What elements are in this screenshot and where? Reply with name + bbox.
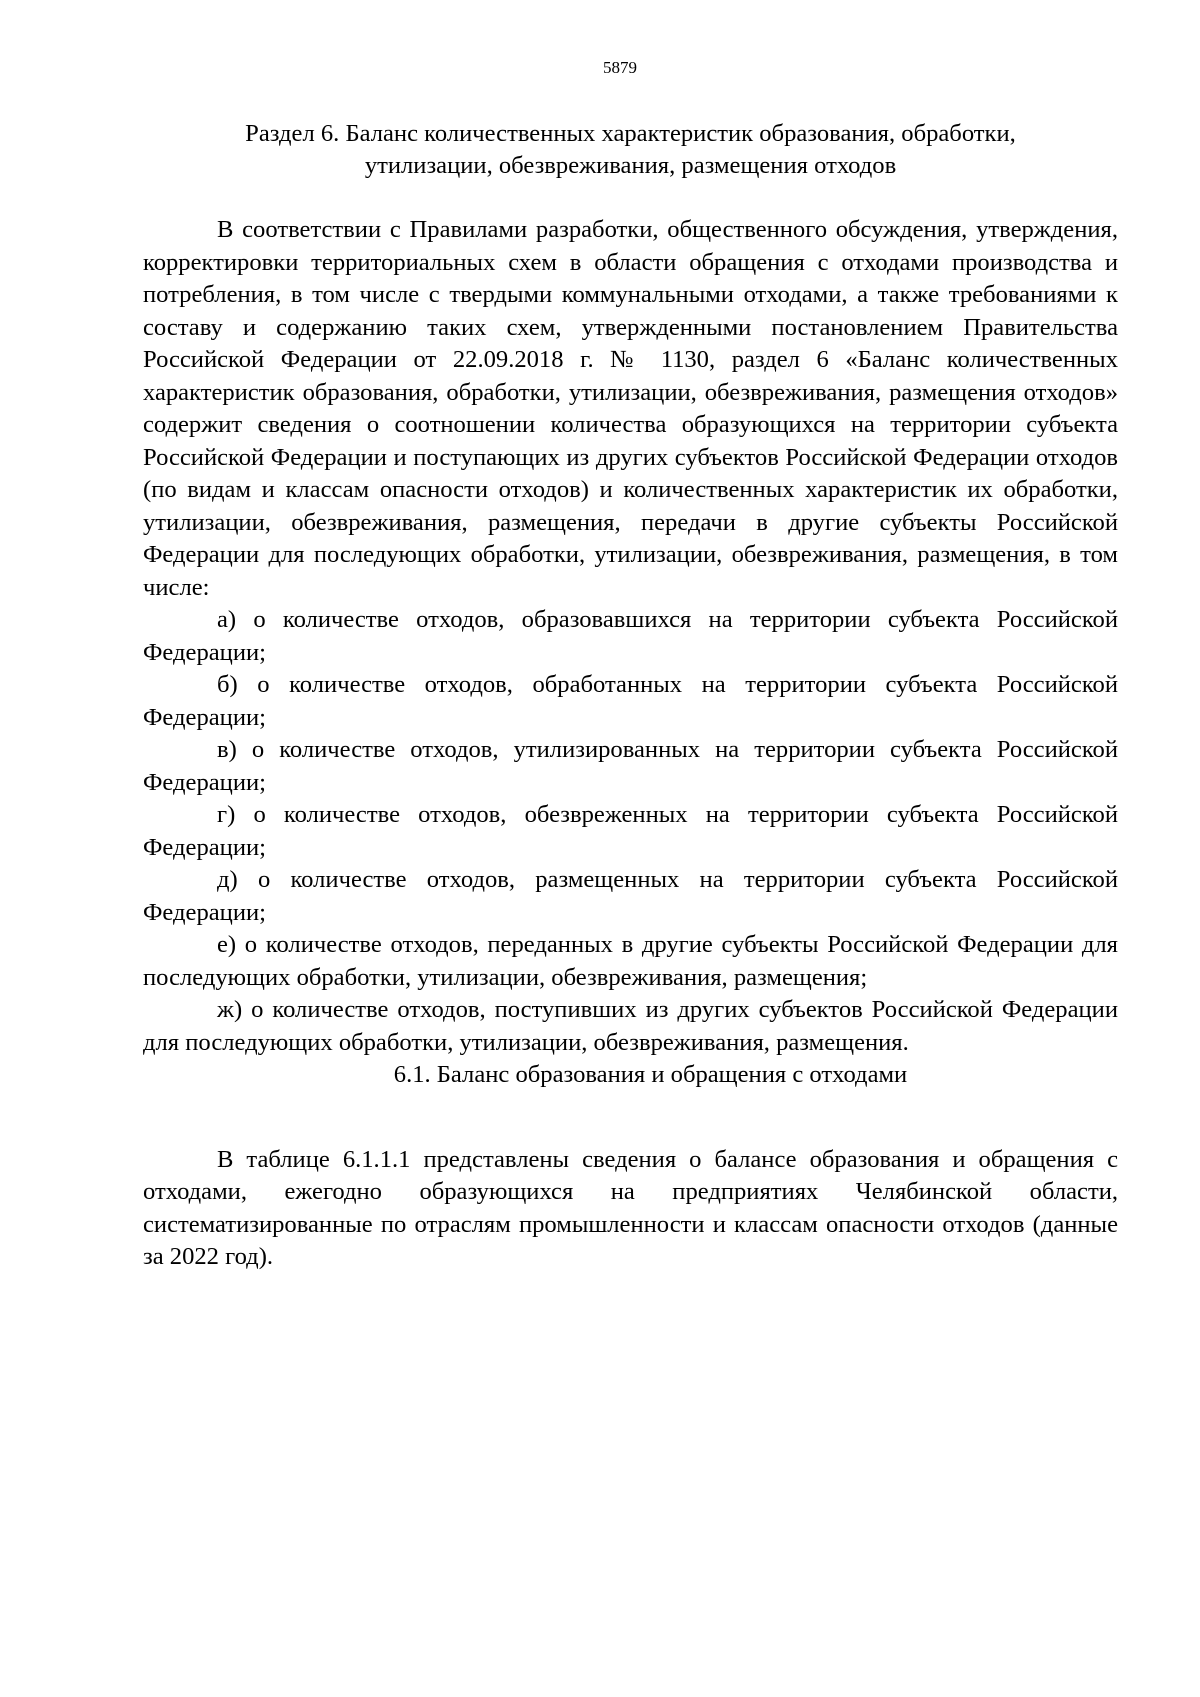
closing-paragraph: В таблице 6.1.1.1 представлены сведения о балансе образования и обращения с отходами, ежегодно образующихся на предприятиях Челябинской области, систематизированные по отраслям промышленности и классам опасности отходов (данные за 2022 год). xyxy=(143,1145,1118,1270)
document-body xyxy=(143,118,1118,1274)
list-item: ж) о количестве отходов, поступивших из других субъектов Российской Федерации для последующих обработки, утилизации, обезвреживания, размещения. xyxy=(143,996,1118,1056)
list-item: д) о количестве отходов, размещенных на территории субъекта Российской Федерации; xyxy=(143,866,1118,926)
intro-paragraph: В соответствии с Правилами разработки, общественного обсуждения, утверждения, корректировки территориальных схем в области обращения с отходами производства и потребления, в том числе с твердыми коммунальными отходами, а также требованиями к составу и содержанию таких схем, утвержденными постановлением Правительства Российской Федерации от 22.09.2018 г. № 1130, раздел 6 «Баланс количественных характеристик образования, обработки, утилизации, обезвреживания, размещения отходов» содержит сведения о соотношении количества образующихся на территории субъекта Российской Федерации и поступающих из других субъектов Российской Федерации отходов (по видам и классам опасности отходов) и количественных характеристик их обработки, утилизации, обезвреживания, размещения, передачи в другие субъекты Российской Федерации для последующих обработки, утилизации, обезвреживания, размещения, в том числе: xyxy=(143,216,1118,601)
list-item: г) о количестве отходов, обезвреженных на территории субъекта Российской Федерации; xyxy=(143,801,1118,861)
section-title-line-2: утилизации, обезвреживания, размещения отходов xyxy=(364,152,897,179)
list-item: е) о количестве отходов, переданных в другие субъекты Российской Федерации для последующих обработки, утилизации, обезвреживания, размещения; xyxy=(143,931,1118,991)
subsection-title: 6.1. Баланс образования и обращения с отходами xyxy=(393,1061,908,1088)
section-title xyxy=(143,118,1118,182)
list-item: а) о количестве отходов, образовавшихся на территории субъекта Российской Федерации; xyxy=(143,606,1118,666)
page-number: 5879 xyxy=(603,58,637,77)
criteria-list xyxy=(143,604,1118,1059)
section-title-line-1: Раздел 6. Баланс количественных характеристик образования, обработки, xyxy=(245,120,1016,147)
list-item: в) о количестве отходов, утилизированных на территории субъекта Российской Федерации; xyxy=(143,736,1118,796)
list-item: б) о количестве отходов, обработанных на территории субъекта Российской Федерации; xyxy=(143,671,1118,731)
